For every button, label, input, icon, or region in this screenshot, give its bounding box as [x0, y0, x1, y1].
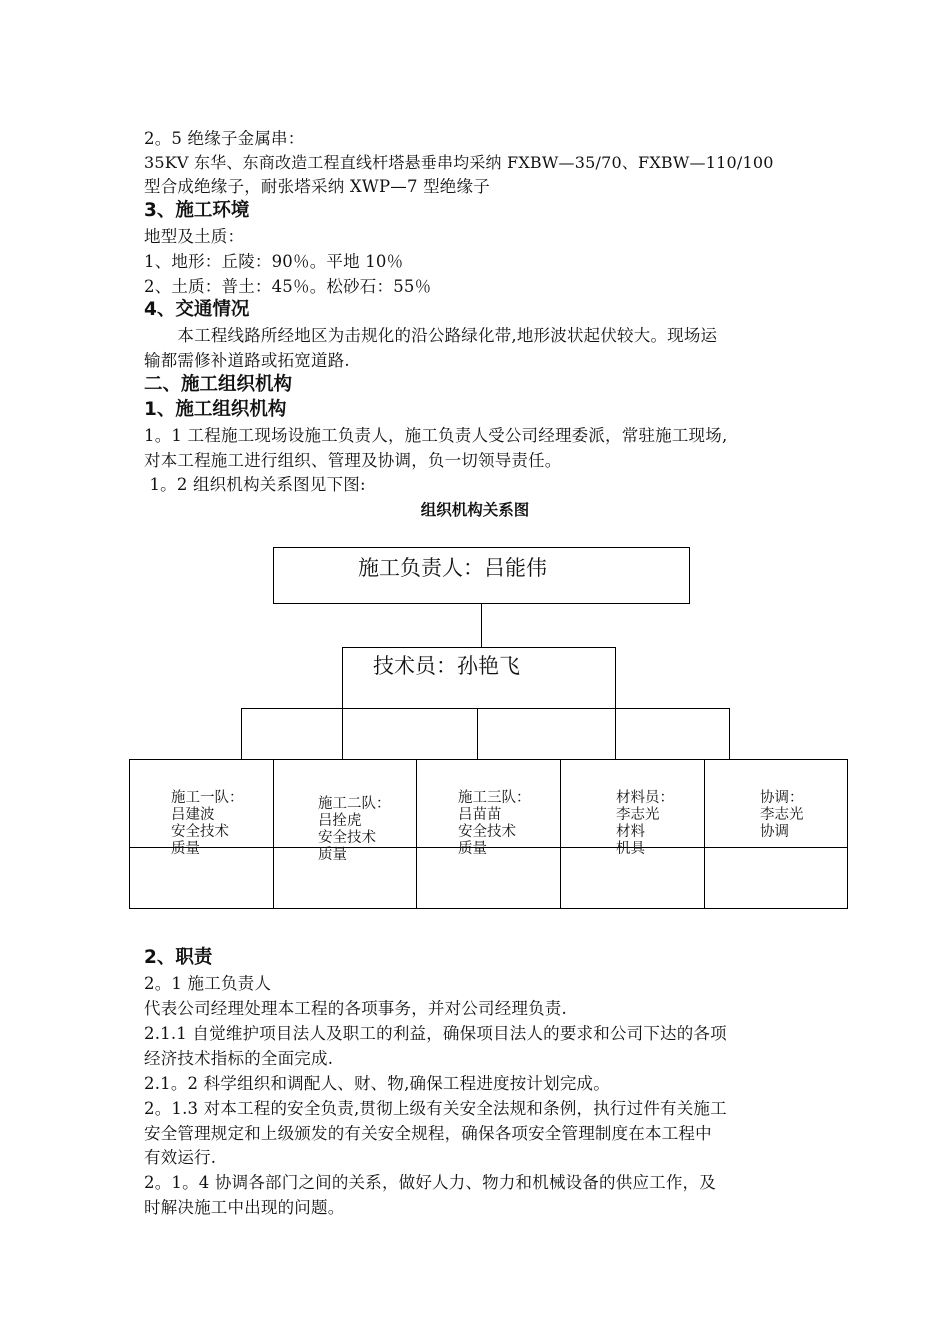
heading-duty: 2、职责 [144, 947, 213, 968]
text-line: 有效运行. [144, 1148, 217, 1167]
text-line: 地型及土质： [144, 227, 245, 246]
text-line: 时解决施工中出现的问题。 [144, 1198, 345, 1217]
team-line: 吕建波 [171, 807, 215, 823]
heading-org: 1、施工组织机构 [144, 399, 287, 420]
team-cell-2 [318, 796, 391, 864]
team-line: 安全技术 [171, 824, 229, 840]
text-line: 2。5 绝缘子金属串： [144, 129, 305, 148]
chart-caption: 组织机构关系图 [420, 501, 530, 519]
team-line: 安全技术 [458, 824, 516, 840]
team-line: 施工三队： [458, 790, 531, 806]
grid-line [704, 759, 705, 909]
text-line: 型合成绝缘子，耐张塔采纳 XWP—7 型绝缘子 [144, 177, 490, 196]
team-line: 材料员： [616, 790, 674, 806]
grid-line [560, 759, 561, 909]
text-line: 1、地形：丘陵：90％。平地 10％ [144, 252, 404, 271]
text-line: 2。1.3 对本工程的安全负责,贯彻上级有关安全法规和条例，执行过件有关施工 [144, 1099, 727, 1118]
text-line: 2。1。4 协调各部门之间的关系，做好人力、物力和机械设备的供应工作，及 [144, 1173, 716, 1192]
team-cell-1 [171, 790, 244, 858]
team-line: 安全技术 [318, 830, 376, 846]
team-line: 协调： [760, 790, 804, 806]
team-line: 质量 [171, 841, 200, 857]
mid-box [342, 647, 616, 709]
heading-org-section: 二、施工组织机构 [144, 374, 293, 395]
text-line: 2.1。2 科学组织和调配人、财、物,确保工程进度按计划完成。 [144, 1074, 610, 1093]
text-line: 经济技术指标的全面完成. [144, 1049, 334, 1068]
top-box [273, 547, 690, 604]
team-line: 材料 [616, 824, 645, 840]
text-line: 代表公司经理处理本工程的各项事务，并对公司经理负责. [144, 999, 567, 1018]
grid-line [273, 759, 274, 909]
team-line: 李志光 [760, 807, 804, 823]
text-line: 2、土质：普土：45％。松砂石：55％ [144, 277, 432, 296]
team-cell-3 [458, 790, 531, 858]
connector-line [477, 708, 478, 759]
text-line: 输都需修补道路或拓宽道路. [144, 351, 350, 370]
connector-line [241, 708, 730, 709]
grid-line [416, 759, 417, 909]
connector-line [342, 708, 343, 759]
top-box-label: 施工负责人：吕能伟 [358, 556, 547, 580]
team-line: 质量 [458, 841, 487, 857]
text-line: 本工程线路所经地区为击规化的沿公路绿化带,地形波状起伏较大。现场运 [144, 326, 718, 345]
team-line: 机具 [616, 841, 645, 857]
team-line: 施工二队： [318, 796, 391, 812]
connector-line [615, 708, 616, 759]
team-line: 吕拴虎 [318, 813, 362, 829]
text-line: 1。2 组织机构关系图见下图: [144, 475, 366, 494]
text-line: 35KV 东华、东商改造工程直线杆塔悬垂串均采纳 FXBW—35/70、FXBW—110/100 [144, 153, 774, 172]
connector-line [729, 708, 730, 759]
text-line: 2。1 施工负责人 [144, 974, 272, 993]
mid-box-label: 技术员：孙艳飞 [373, 654, 520, 678]
heading-environment: 3、施工环境 [144, 200, 250, 221]
text-line: 2.1.1 自觉维护项目法人及职工的利益，确保项目法人的要求和公司下达的各项 [144, 1024, 727, 1043]
team-line: 李志光 [616, 807, 660, 823]
team-line: 施工一队： [171, 790, 244, 806]
text-line: 安全管理规定和上级颁发的有关安全规程，确保各项安全管理制度在本工程中 [144, 1124, 712, 1143]
team-cell-4 [616, 790, 674, 858]
heading-traffic: 4、交通情况 [144, 299, 250, 320]
connector-line [481, 603, 482, 648]
team-line: 协调 [760, 824, 789, 840]
connector-line [241, 708, 242, 759]
text-line: 对本工程施工进行组织、管理及协调，负一切领导责任。 [144, 451, 562, 470]
text-line: 1。1 工程施工现场设施工负责人，施工负责人受公司经理委派，常驻施工现场, [144, 426, 728, 445]
team-cell-5 [760, 790, 804, 841]
team-line: 吕苗苗 [458, 807, 502, 823]
team-line: 质量 [318, 847, 347, 863]
